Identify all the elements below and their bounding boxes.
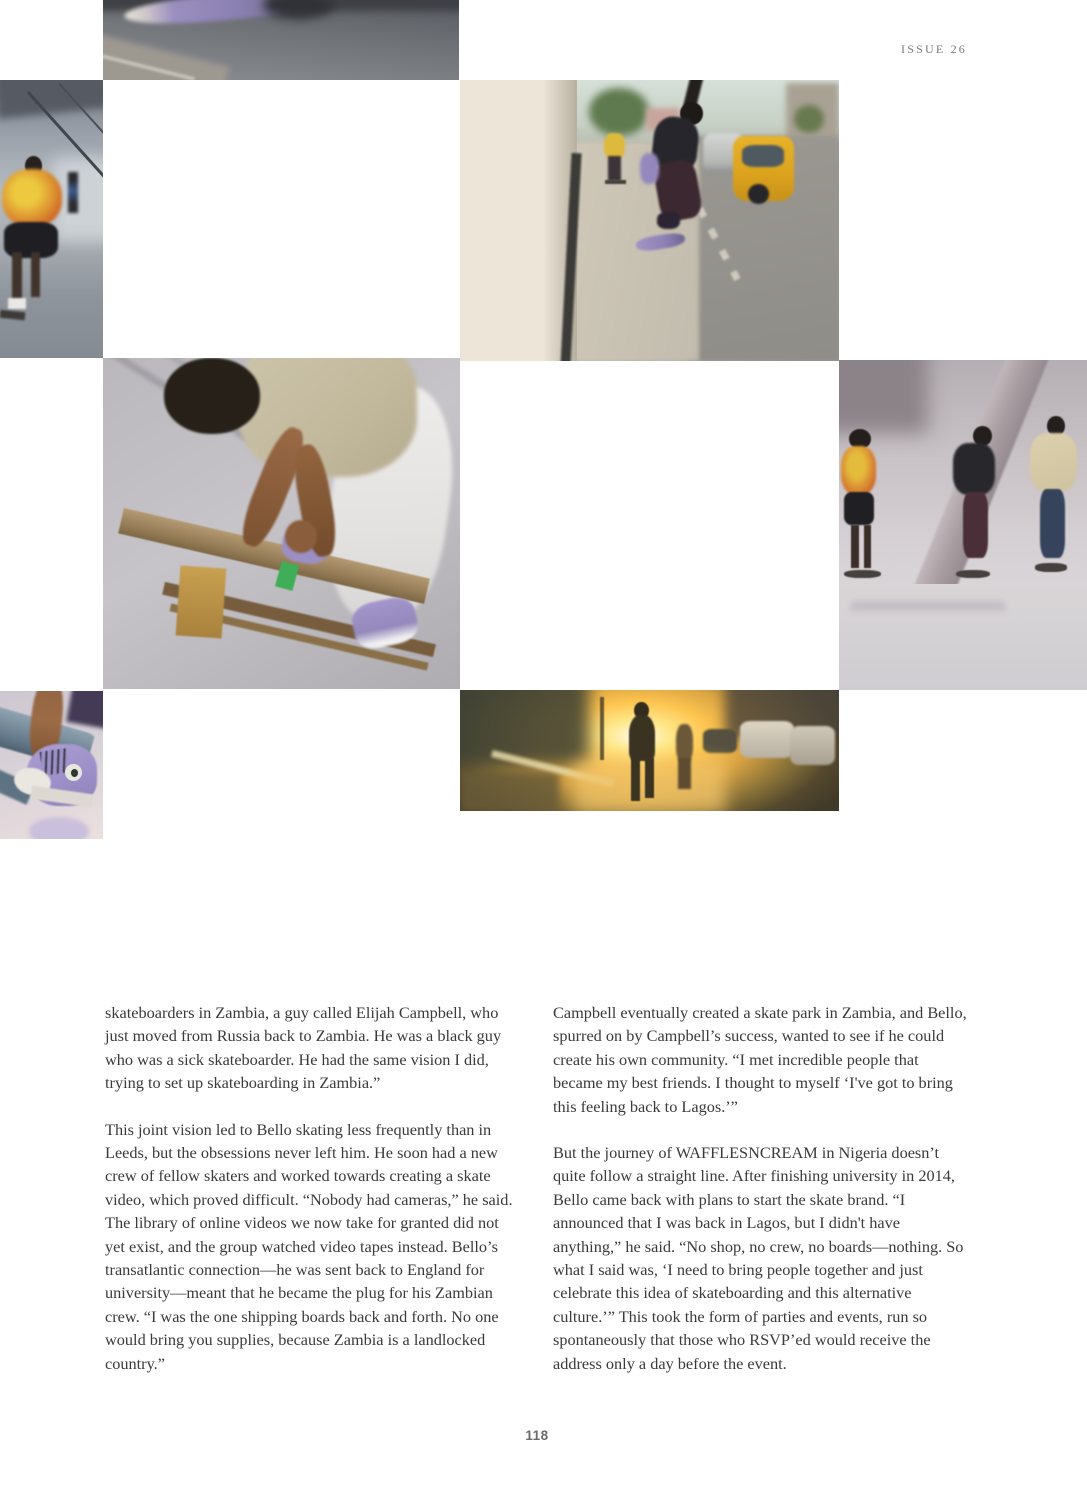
- photo-shaping-board: [103, 358, 460, 689]
- photo-shape-floor-streak: [851, 601, 1005, 611]
- paragraph: But the journey of WAFFLESNCREAM in Nigeria doesn’t quite follow a straight line. After finishing university in 2014, Bello came back with plans to start the skate brand. “I announced that I was back in Lagos, but I didn't have anything,” he said. “No shop, no crew, no boards—nothing. So what I said was, ‘I need to bring people together and just celebrate this idea of skateboarding and this alternative culture.’” This took the form of parties and events, run so spontaneously that those who RSVP’ed would receive the address only a day before the event.: [553, 1143, 964, 1373]
- photo-shape-leg: [12, 252, 21, 299]
- photo-shape-leg: [608, 156, 622, 181]
- photo-shape-parked-car: [703, 729, 737, 753]
- photo-street-ollie: [460, 80, 839, 361]
- photo-shape-van: [740, 721, 793, 757]
- photo-shape-pole: [600, 697, 604, 760]
- photo-shape-black-tee: [953, 443, 995, 496]
- photo-shape-shoe: [657, 212, 680, 229]
- photo-three-skaters: [839, 360, 1087, 690]
- photo-skater-under-bridge: [0, 80, 103, 358]
- photo-hand-on-board: [0, 691, 103, 839]
- photo-shape-shoe: [8, 298, 26, 309]
- issue-label: ISSUE 26: [901, 42, 967, 56]
- photo-shape-skateboard: [956, 570, 991, 579]
- photo-shape-maroon-pants: [963, 492, 988, 558]
- photo-shape-jeans: [1040, 489, 1065, 558]
- photo-shape-sidewalk: [460, 772, 559, 811]
- photo-shape-support-block: [176, 565, 227, 638]
- photo-asphalt-skateboard: [103, 0, 459, 80]
- photo-shape-trees: [794, 105, 824, 133]
- photo-shape-shorts: [844, 492, 874, 525]
- photo-shape-leg: [864, 525, 871, 568]
- photo-shape-leg: [645, 758, 654, 798]
- article-column-left: [105, 1001, 521, 1398]
- photo-shape-keke-windshield: [742, 145, 784, 167]
- photo-shape-purple-pants: [66, 691, 103, 730]
- photo-shape-skateboard: [1035, 563, 1067, 572]
- paragraph: Campbell eventually created a skate park in Zambia, and Bello, spurred on by Campbell’s success, wanted to see if he could create his own community. “I met incredible people that became my best friends. I thought to myself ‘I've got to bring this feeling back to Lagos.’”: [553, 1003, 967, 1116]
- photo-shape-leg: [31, 252, 40, 296]
- photo-shape-skateboard: [844, 570, 881, 579]
- photo-shape-tie-dye-shirt: [2, 169, 62, 227]
- photo-shape-tie-dye-shirt: [841, 446, 876, 496]
- photo-sunset-skate: [460, 690, 839, 811]
- photo-shape-yellow-shirt-skater: [604, 133, 625, 158]
- photo-shape-keke-wheel: [748, 184, 769, 204]
- photo-shape-leg: [631, 758, 640, 802]
- page-number: 118: [525, 1428, 549, 1443]
- photo-shape-leg: [678, 758, 691, 789]
- photo-shape-van: [790, 726, 835, 765]
- article-column-right: [553, 1001, 970, 1398]
- photo-shape-skateboard: [0, 309, 25, 320]
- photo-shape-shadow: [839, 360, 928, 433]
- photo-shape-cream-tee: [1030, 433, 1077, 492]
- photo-shape-purple-cloth: [640, 153, 659, 184]
- paragraph: skateboarders in Zambia, a guy called Elijah Campbell, who just moved from Russia back to Zambia. He was a black guy who was a sick skateboarder. He had the same vision I did, trying to set up skateboarding in Zambia.”: [105, 1003, 502, 1093]
- photo-shape-hair: [164, 358, 260, 434]
- paragraph: This joint vision led to Bello skating less frequently than in Leeds, but the obsessions never left him. He soon had a new crew of fellow skaters and worked towards creating a skate video, which proved difficult. “Nobody had cameras,” he said. The library of online videos we now take for granted did not yet exist, and the group watched video tapes instead. Bello’s transatlantic connection—he was sent back to England for university—meant that he became the plug for his Zambian crew. “I was the one shipping boards back and forth. No one would bring you supplies, because Zambia is a landlocked country.”: [105, 1119, 513, 1373]
- photo-shape-wheel-blur: [263, 0, 334, 19]
- photo-shape-tree-silhouette: [460, 690, 589, 766]
- photo-shape-silhouette-skater: [629, 715, 656, 761]
- photo-shape-leg: [851, 525, 858, 568]
- photo-shape-second-sneaker: [29, 817, 89, 839]
- photo-shape-skateboard: [605, 180, 626, 184]
- photo-shape-sneaker-logo-dot: [71, 769, 78, 777]
- photo-shape-khaki-shirt: [239, 358, 418, 477]
- photo-shape-background-person: [68, 172, 78, 214]
